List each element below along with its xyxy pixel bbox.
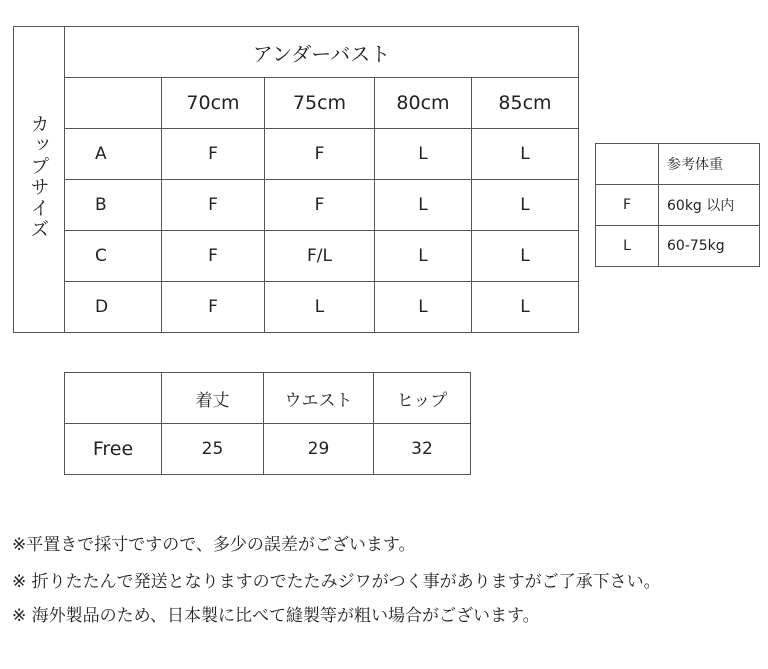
column-header: ウエスト (264, 373, 374, 424)
cup-label: D (65, 282, 162, 333)
corner-cell (596, 144, 659, 185)
cup-label: B (65, 180, 162, 231)
size-cell: L (472, 282, 579, 333)
corner-cell (65, 373, 162, 424)
measurement-value: 29 (264, 424, 374, 475)
size-label: L (596, 226, 659, 267)
table-row (65, 424, 471, 475)
table-row (14, 231, 579, 282)
measurement-value: 32 (374, 424, 471, 475)
table-row (14, 129, 579, 180)
size-cell: F (265, 129, 375, 180)
weight-reference-table (595, 143, 760, 267)
cup-size-label: カップサイズ (14, 27, 65, 333)
table-row (14, 282, 579, 333)
size-cell: F (162, 180, 265, 231)
free-size-table (64, 372, 471, 475)
weight-value: 60kg 以内 (659, 185, 760, 226)
size-chart-table (13, 26, 579, 333)
table-row (14, 180, 579, 231)
note-folding: ※ 折りたたんで発送となりますのでたたみジワがつく事がありますがご了承下さい。 (12, 572, 661, 592)
size-cell: F (162, 282, 265, 333)
table-row (596, 226, 760, 267)
column-header: 75cm (265, 78, 375, 129)
note-measurement: ※平置きで採寸ですので、多少の誤差がございます。 (12, 535, 416, 555)
size-cell: F/L (265, 231, 375, 282)
table-row (596, 185, 760, 226)
size-cell: F (162, 231, 265, 282)
measurement-value: 25 (162, 424, 264, 475)
column-header: 85cm (472, 78, 579, 129)
size-cell: F (265, 180, 375, 231)
size-cell: L (375, 282, 472, 333)
size-cell: L (375, 129, 472, 180)
weight-value: 60-75kg (659, 226, 760, 267)
column-header: ヒップ (374, 373, 471, 424)
size-cell: F (162, 129, 265, 180)
size-cell: L (375, 180, 472, 231)
column-header: 70cm (162, 78, 265, 129)
corner-cell (65, 78, 162, 129)
size-cell: L (375, 231, 472, 282)
size-label: F (596, 185, 659, 226)
weight-header: 参考体重 (659, 144, 760, 185)
column-header: 着丈 (162, 373, 264, 424)
size-cell: L (472, 180, 579, 231)
underbust-header: アンダーバスト (65, 27, 579, 78)
row-label: Free (65, 424, 162, 475)
size-cell: L (472, 231, 579, 282)
size-cell: L (472, 129, 579, 180)
cup-label: A (65, 129, 162, 180)
size-cell: L (265, 282, 375, 333)
note-overseas: ※ 海外製品のため、日本製に比べて縫製等が粗い場合がございます。 (12, 606, 540, 626)
cup-label: C (65, 231, 162, 282)
column-header: 80cm (375, 78, 472, 129)
